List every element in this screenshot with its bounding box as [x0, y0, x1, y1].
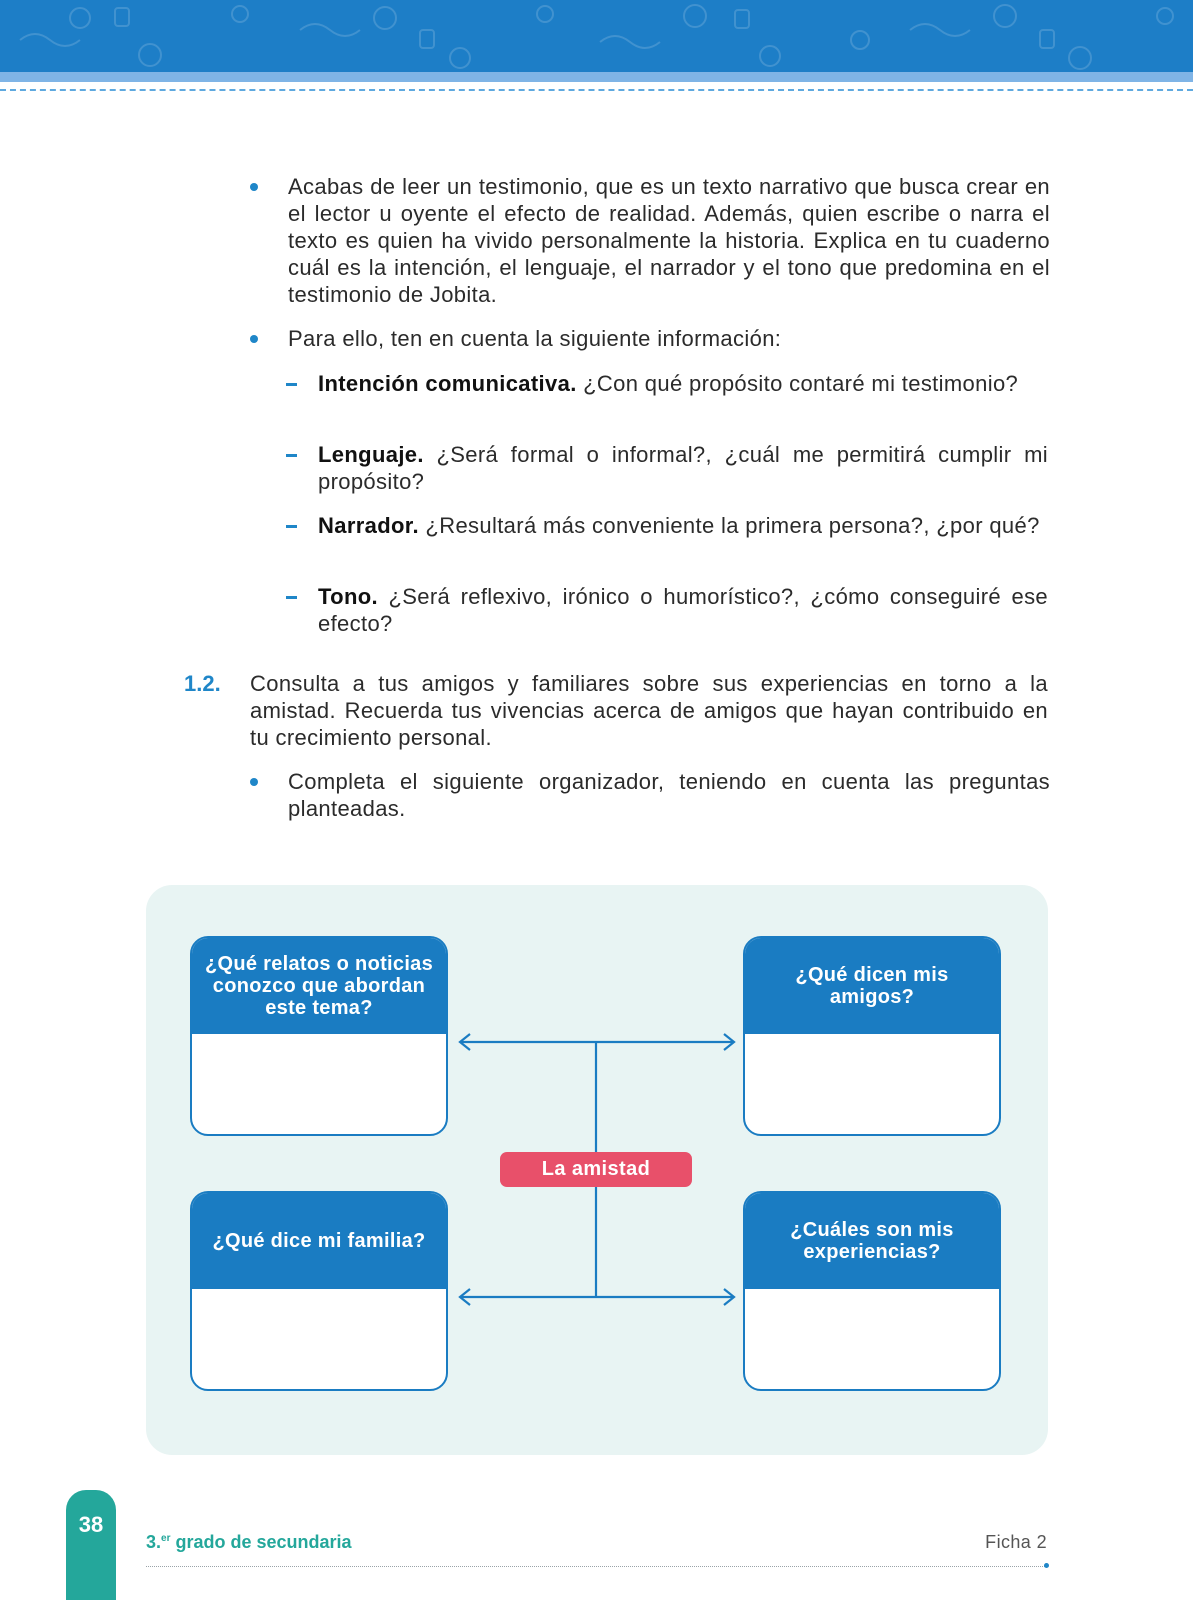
organizer-card-familia	[190, 1191, 448, 1391]
sub-item-term: Narrador.	[318, 513, 419, 538]
sub-item-question: ¿Será reflexivo, irónico o humorístico?, ¿cómo conseguiré ese efecto?	[318, 584, 1048, 636]
sub-item-term: Tono.	[318, 584, 378, 609]
bullet-text: Para ello, ten en cuenta la siguiente información:	[288, 326, 782, 351]
sub-item-question: ¿Resultará más conveniente la primera persona?, ¿por qué?	[418, 513, 1040, 538]
card-question: ¿Qué dicen mis amigos?	[745, 938, 999, 1034]
sub-item-term: Intención comunicativa.	[318, 371, 577, 396]
sub-item-term: Lenguaje.	[318, 442, 424, 467]
section-paragraph: Consulta a tus amigos y familiares sobre sus experiencias en torno a la amistad. Recuerda tus vivencias acerca de amigos que hayan contribuido en tu crecimiento personal.	[250, 671, 1048, 750]
center-topic-label: La amistad	[500, 1152, 692, 1187]
page-number-tab	[66, 1490, 116, 1600]
page-number: 38	[78, 1512, 104, 1537]
footer-divider	[146, 1566, 1047, 1567]
footer-grade: 3.$^{er}$ grado de secundaria	[146, 1532, 352, 1552]
bullet-text: Completa el siguiente organizador, teniendo en cuenta las preguntas planteadas.	[288, 769, 1050, 821]
organizer-card-relatos	[190, 936, 448, 1136]
organizer-card-experiencias	[743, 1191, 1001, 1391]
section-number: 1.2.	[184, 671, 221, 696]
sub-item-question: ¿Será formal o informal?, ¿cuál me permitirá cumplir mi propósito?	[318, 442, 1048, 494]
card-question: ¿Cuáles son mis experiencias?	[745, 1193, 999, 1289]
card-question: ¿Qué relatos o noticias conozco que abordan este tema?	[192, 938, 446, 1034]
organizer-card-amigos	[743, 936, 1001, 1136]
bullet-text: Acabas de leer un testimonio, que es un texto narrativo que busca crear en el lector u oyente el efecto de realidad. Además, quien escribe o narra el texto es quien ha vivido personalmente la historia. Explica en tu cuaderno cuál es la intención, el lenguaje, el narrador y el tono que predomina en el testimonio de Jobita.	[288, 174, 1050, 307]
footer-ficha: Ficha 2	[985, 1532, 1047, 1552]
sub-item-question: ¿Con qué propósito contaré mi testimonio?	[576, 371, 1019, 396]
card-question: ¿Qué dice mi familia?	[192, 1193, 446, 1289]
footer-dot-icon	[1044, 1563, 1049, 1568]
